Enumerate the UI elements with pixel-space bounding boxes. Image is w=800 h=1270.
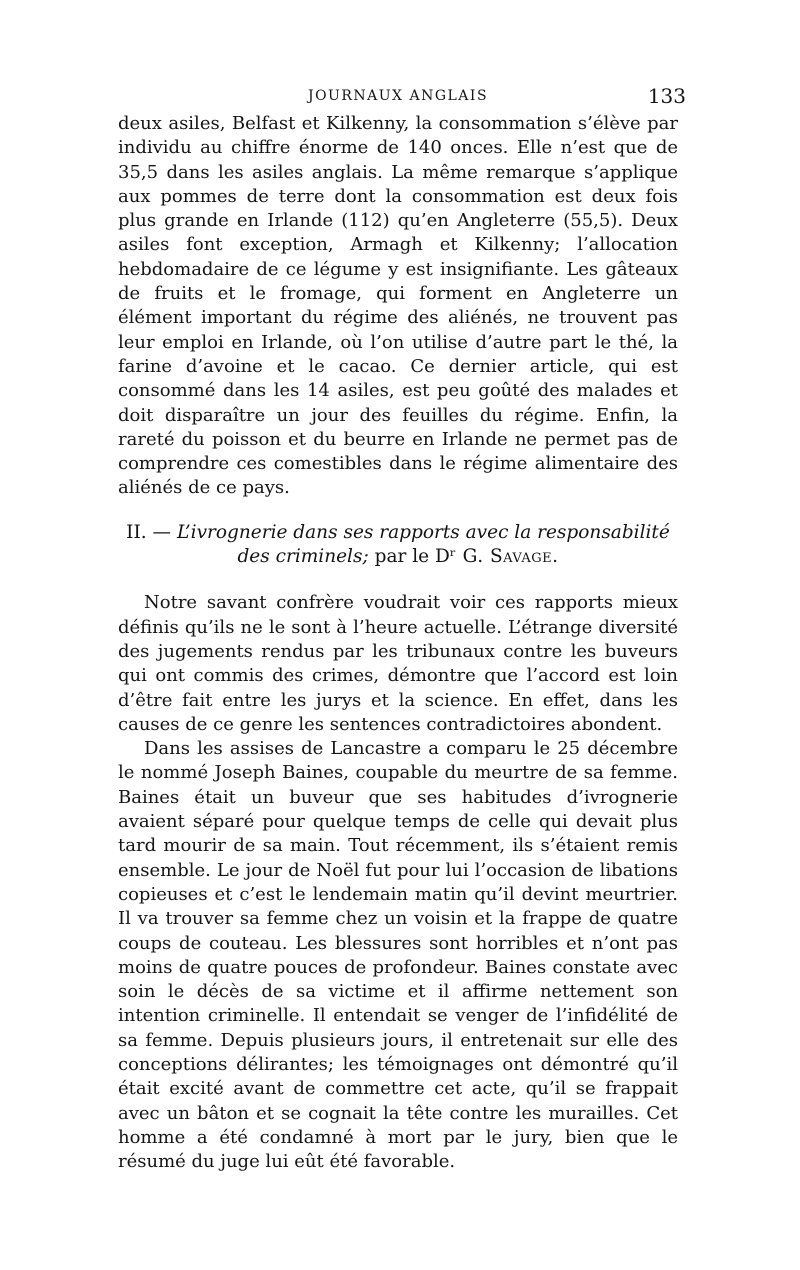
section-by: par le — [368, 546, 435, 568]
author-name: G. Savage. — [456, 546, 559, 568]
section-title-part2: des criminels; — [237, 546, 369, 568]
section-heading-line2 — [118, 545, 678, 569]
body-text — [118, 112, 678, 1174]
page — [118, 84, 686, 1174]
section-title-part1: L’ivrognerie dans ses rapports avec la responsabilité — [176, 521, 670, 543]
running-header — [118, 84, 686, 112]
section-heading-line1 — [118, 521, 678, 545]
section-number: II. — — [126, 521, 177, 543]
author-title: Dʳ — [434, 546, 457, 568]
paragraph: Notre savant confrère voudrait voir ces rapports mieux définis qu’ils ne le sont à l’heure actuelle. L’étrange diversité des jugements rendus par les tribunaux contre les buveurs qui ont commis des crimes, démontre que l’accord est loin d’être fait entre les jurys et la science. En effet, dans les causes de ce genre les sentences contradictoires abondent. — [118, 592, 678, 735]
section-heading — [118, 521, 678, 570]
paragraph-continued: deux asiles, Belfast et Kilkenny, la consommation s’élève par individu au chiffre énorme de 140 onces. Elle n’est que de 35,5 dans les asiles anglais. La même remarque s’applique aux pommes de terre dont la consommation est deux fois plus grande en Irlande (112) qu’en Angleterre (55,5). Deux asiles font exception, Armagh et Kilkenny; l’allocation hebdomadaire de ce légume y est insignifiante. Les gâteaux de fruits et le fromage, qui forment en Angleterre un élément important du régime des aliénés, ne trouvent pas leur emploi en Irlande, où l’on utilise d’autre part le thé, la farine d’avoine et le cacao. Ce dernier article, qui est consommé dans les 14 asiles, est peu goûté des malades et doit disparaître un jour des feuilles du régime. Enfin, la rareté du poisson et du beurre en Irlande ne permet pas de comprendre ces comestibles dans le régime alimentaire des aliénés de ce pays. — [118, 113, 678, 499]
page-number: 133 — [647, 84, 686, 108]
paragraph: Dans les assises de Lancastre a comparu le 25 décembre le nommé Joseph Baines, coupable du meurtre de sa femme. Baines était un buveur que ses habitudes d’ivrognerie avaient séparé pour quelque temps de celle qui devait plus tard mourir de sa main. Tout récemment, ils s’étaient remis ensemble. Le jour de Noël fut pour lui l’occasion de libations copieuses et c’est le lendemain matin qu’il devint meurtrier. Il va trouver sa femme chez un voisin et la frappe de quatre coups de couteau. Les blessures sont horribles et n’ont pas moins de quatre pouces de profondeur. Baines constate avec soin le décès de sa victime et il affirme nettement son intention criminelle. Il entendait se venger de l’infidélité de sa femme. Depuis plusieurs jours, il entretenait sur elle des conceptions délirantes; les témoignages ont démontré qu’il était excité avant de commettre cet acte, qu’il se frappait avec un bâton et se cognait la tête contre les murailles. Cet homme a été condamné à mort par le jury, bien que le résumé du juge lui eût été favorable. — [118, 738, 678, 1173]
running-title: JOURNAUX ANGLAIS — [307, 88, 489, 104]
